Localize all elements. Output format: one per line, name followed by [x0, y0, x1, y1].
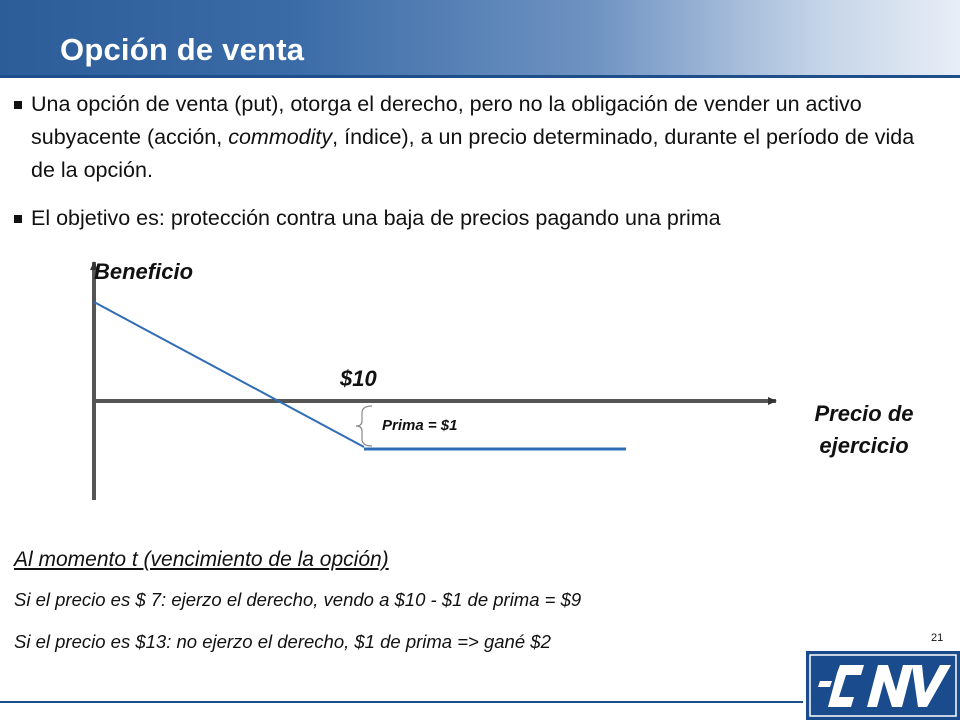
strike-price-label: $10: [340, 366, 377, 391]
cnv-logo-mark: [806, 651, 960, 720]
x-axis-label-line: Precio de: [814, 401, 914, 426]
payoff-line-descending: [94, 302, 364, 447]
bullet-text: El objetivo es: protección contra una baja de precios pagando una prima: [31, 206, 721, 230]
scenario-price-13: Si el precio es $13: no ejerzo el derecho, $1 de prima => gané $2: [14, 631, 551, 652]
y-axis-label: Beneficio: [94, 259, 194, 284]
premium-brace: [356, 406, 372, 446]
cnv-logo: [806, 651, 960, 720]
bullet-text-part: , índice), a un precio determinado, durante el período de vida de la opción.: [31, 125, 915, 182]
scenario-price-7: Si el precio es $ 7: ejerzo el derecho, vendo a $10 - $1 de prima = $9: [14, 589, 582, 610]
expiry-heading: Al momento t (vencimiento de la opción): [14, 548, 389, 571]
x-axis-label: [784, 398, 944, 462]
bullet-text-part: Una opción de venta (put), otorga el derecho, pero no la obligación de vender un activo subyacente (acción,: [31, 92, 862, 149]
page-number: 21: [931, 632, 944, 644]
bullet-text-emphasis: commodity: [228, 125, 333, 149]
premium-label: Prima = $1: [382, 417, 458, 434]
slide-title: Opción de venta: [60, 32, 305, 67]
footer-divider: [0, 701, 803, 703]
x-axis-label-line: ejercicio: [819, 433, 909, 458]
